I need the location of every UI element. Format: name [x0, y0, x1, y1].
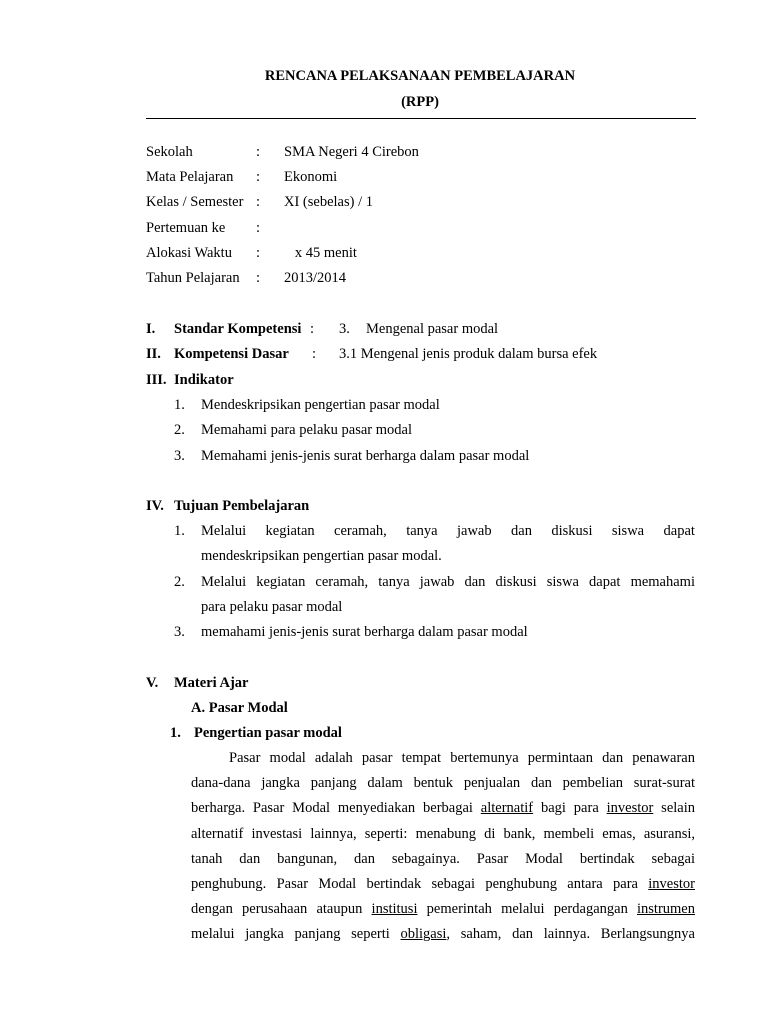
- word: dapat: [663, 523, 695, 539]
- section-number: IV.: [146, 498, 164, 514]
- list-item-number: 1.: [174, 397, 185, 413]
- info-label: Sekolah: [146, 144, 193, 160]
- list-item: memahami jenis-jenis surat berharga dalam pasar modal: [201, 624, 528, 640]
- list-item-number: 1.: [174, 523, 185, 539]
- paragraph-line: [191, 796, 695, 821]
- section-colon: :: [310, 321, 315, 337]
- link-instrumen[interactable]: instrumen: [637, 901, 695, 918]
- document-title: RENCANA PELAKSANAAN PEMBELAJARAN: [264, 68, 576, 84]
- info-colon: :: [256, 269, 261, 286]
- info-label: Kelas / Semester: [146, 194, 244, 211]
- list-item-line: mendeskripsikan pengertian pasar modal.: [201, 548, 442, 564]
- link-obligasi[interactable]: obligasi: [400, 926, 447, 943]
- subsection-number: 1.: [170, 725, 181, 741]
- info-value: SMA Negeri 4 Cirebon: [284, 144, 419, 160]
- section-number: V.: [146, 675, 159, 691]
- text: penghubung. Pasar Modal bertindak sebagai penghubung antara para: [191, 875, 649, 892]
- paragraph-line: Pasar modal adalah pasar tempat bertemunya permintaan dan penawaran: [229, 750, 695, 766]
- section-title: Materi Ajar: [174, 675, 249, 691]
- info-value: 2013/2014: [284, 269, 347, 286]
- paragraph-line: tanah dan bangunan, dan sebagainya. Pasar Modal bertindak sebagai: [191, 850, 695, 867]
- text: melalui jangka panjang seperti: [191, 926, 401, 943]
- list-item-number: 3.: [174, 624, 185, 640]
- paragraph-line: dana-dana jangka panjang dalam bentuk penjualan dan pembelian surat-surat: [191, 775, 695, 792]
- list-item: Memahami jenis-jenis surat berharga dalam pasar modal: [201, 448, 530, 464]
- list-item-number: 2.: [174, 422, 185, 438]
- list-item-line: [201, 523, 695, 540]
- info-value: Ekonomi: [284, 169, 338, 186]
- paragraph: [191, 746, 695, 948]
- subsection-title: Pengertian pasar modal: [194, 725, 342, 741]
- text: selain: [653, 800, 695, 817]
- info-label: Mata Pelajaran: [146, 169, 234, 186]
- info-label: Tahun Pelajaran: [146, 269, 240, 286]
- section-title: Tujuan Pembelajaran: [174, 498, 310, 514]
- subsection-title: A. Pasar Modal: [191, 700, 288, 716]
- info-colon: :: [256, 169, 261, 186]
- info-label: Alokasi Waktu: [146, 244, 232, 261]
- info-colon: :: [256, 144, 261, 160]
- text: berharga. Pasar Modal menyediakan berbagai: [191, 800, 481, 817]
- word: siswa: [611, 523, 645, 539]
- list-item: Memahami para pelaku pasar modal: [201, 422, 412, 438]
- section-title: Indikator: [174, 372, 234, 388]
- section-number: III.: [146, 372, 167, 388]
- info-colon: :: [256, 194, 261, 211]
- info-value: x 45 menit: [284, 244, 357, 261]
- text: pemerintah melalui perdagangan: [417, 901, 637, 918]
- section-value: Mengenal pasar modal: [366, 321, 499, 337]
- section-value-number: 3.: [339, 321, 350, 337]
- text: , saham, dan lainnya. Berlangsungnya: [446, 926, 695, 943]
- paragraph-line: [191, 922, 695, 947]
- link-alternatif[interactable]: alternatif: [480, 800, 534, 817]
- list-item-number: 3.: [174, 448, 185, 464]
- link-investor[interactable]: investor: [648, 875, 695, 892]
- word: jawab: [457, 523, 492, 539]
- section-colon: :: [312, 346, 317, 362]
- word: diskusi: [551, 523, 593, 539]
- paragraph-line: alternatif investasi lainnya, seperti: menabung di bank, membeli emas, asuransi,: [191, 825, 695, 842]
- info-value: XI (sebelas) / 1: [284, 194, 373, 211]
- list-item: Mendeskripsikan pengertian pasar modal: [201, 397, 440, 413]
- link-investor[interactable]: investor: [606, 800, 654, 817]
- list-item-line: Melalui kegiatan ceramah, tanya jawab dan diskusi siswa dapat memahami: [201, 574, 695, 590]
- section-number: I.: [146, 321, 156, 337]
- section-value: 3.1 Mengenal jenis produk dalam bursa efek: [339, 346, 598, 362]
- section-title: Kompetensi Dasar: [174, 346, 289, 362]
- info-colon: :: [256, 244, 261, 261]
- section-title: Standar Kompetensi: [174, 321, 302, 337]
- word: Melalui: [201, 523, 247, 539]
- link-institusi[interactable]: institusi: [371, 901, 418, 918]
- word: dan: [511, 523, 532, 539]
- list-item-number: 2.: [174, 574, 185, 590]
- word: tanya: [406, 523, 438, 539]
- text: dengan perusahaan ataupun: [191, 901, 372, 918]
- list-item-line: para pelaku pasar modal: [201, 599, 343, 615]
- info-label: Pertemuan ke: [146, 219, 226, 236]
- word: ceramah,: [334, 523, 387, 539]
- section-number: II.: [146, 346, 161, 362]
- text: bagi para: [533, 800, 607, 817]
- info-colon: :: [256, 219, 261, 236]
- document-subtitle: (RPP): [401, 94, 439, 110]
- paragraph-line: [191, 872, 695, 897]
- word: kegiatan: [265, 523, 315, 539]
- header-divider: [146, 118, 696, 119]
- paragraph-line: [191, 897, 695, 922]
